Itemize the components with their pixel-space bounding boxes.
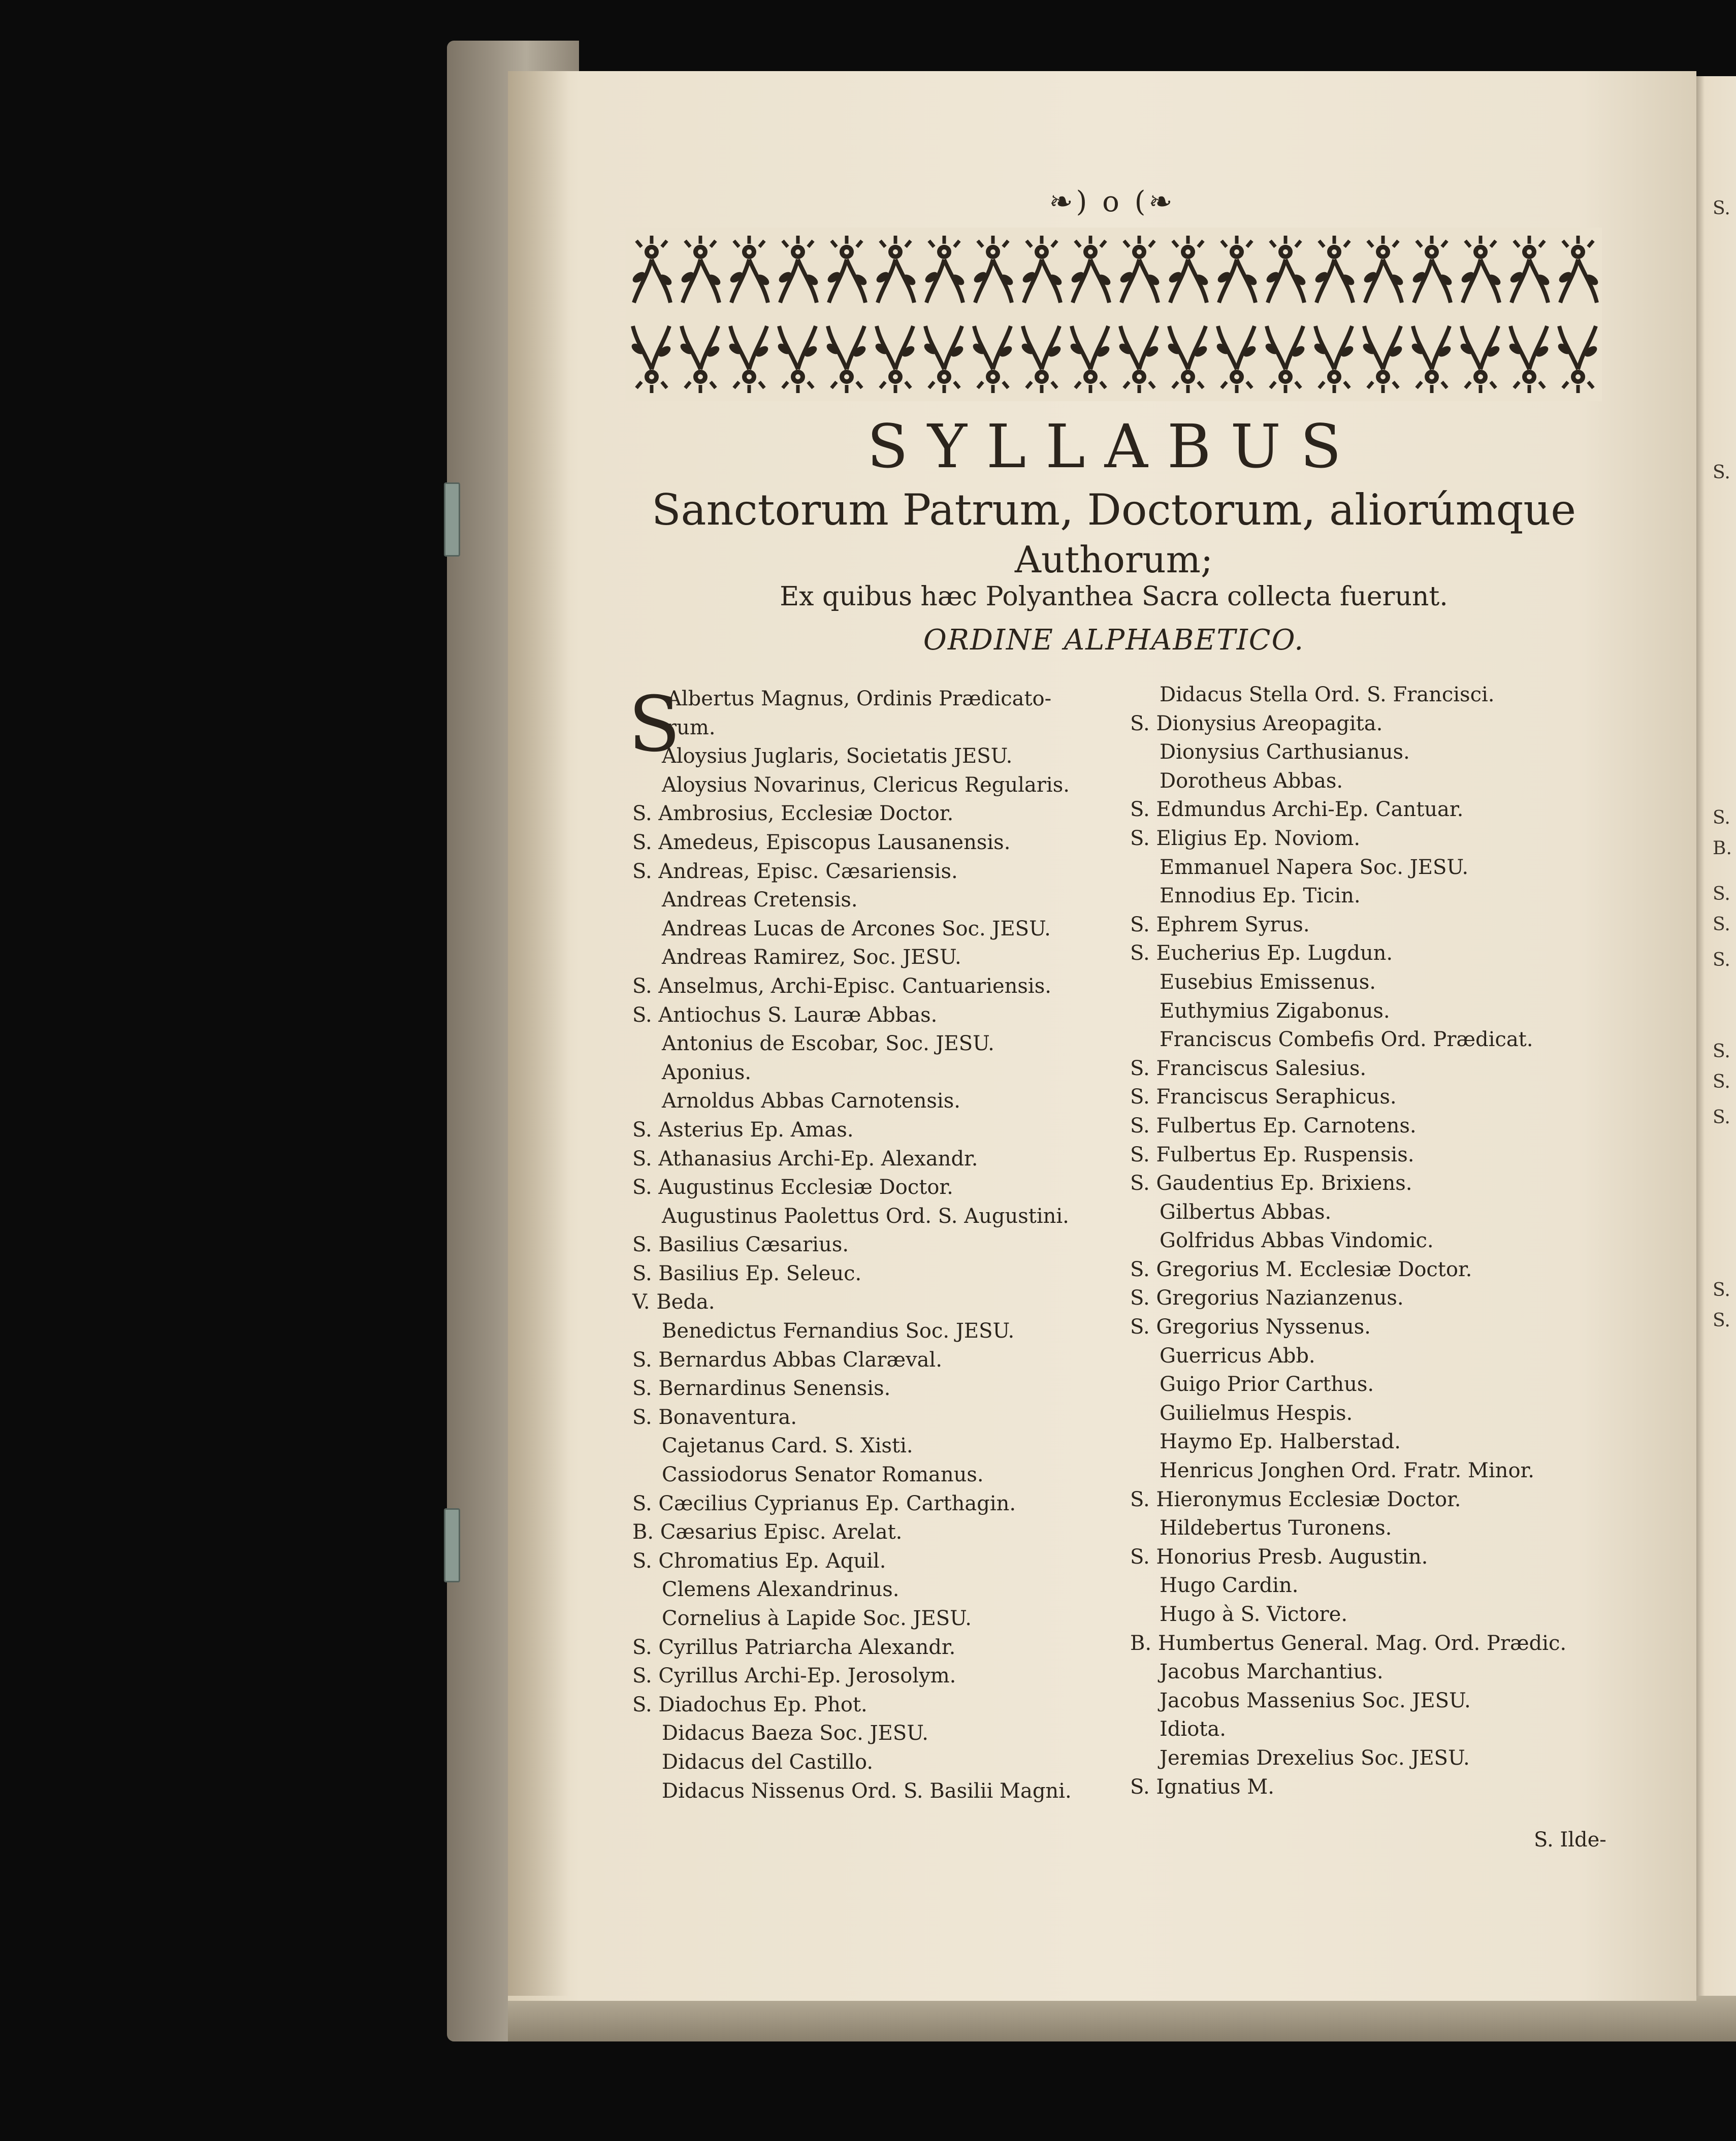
syllabus-entry: B. Humbertus General. Mag. Ord. Prædic. <box>1130 1631 1567 1655</box>
syllabus-entry: Cassiodorus Senator Romanus. <box>662 1463 984 1487</box>
syllabus-entry: Andreas Cretensis. <box>662 888 858 912</box>
adjacent-page <box>1691 76 1736 1996</box>
clasp-upper <box>444 482 460 557</box>
syllabus-entry: S. Diadochus Ep. Phot. <box>632 1693 867 1716</box>
syllabus-entry: Jacobus Massenius Soc. JESU. <box>1160 1689 1471 1712</box>
syllabus-entry: Hugo Cardin. <box>1160 1574 1299 1598</box>
syllabus-entry: S. Eucherius Ep. Lugdun. <box>1130 942 1393 965</box>
syllabus-entry: S. Amedeus, Episcopus Lausanensis. <box>632 830 1011 854</box>
syllabus-entry: S. Ignatius M. <box>1130 1775 1274 1799</box>
running-head: ❧) o (❧ <box>1049 185 1176 218</box>
syllabus-entry: Eusebius Emissenus. <box>1160 970 1376 994</box>
syllabus-entry: Aloysius Juglaris, Societatis JESU. <box>662 744 1013 768</box>
adjacent-page-letter: S. <box>1713 1280 1730 1301</box>
left-column <box>632 685 1120 1805</box>
floral-ornament-icon <box>626 228 1602 401</box>
syllabus-entry: Andreas Ramirez, Soc. JESU. <box>662 946 961 969</box>
syllabus-entry: Clemens Alexandrinus. <box>662 1578 899 1602</box>
subtitle-line-3: Ex quibus hæc Polyanthea Sacra collecta fuerunt. <box>780 581 1448 612</box>
syllabus-entry: S. Cyrillus Archi-Ep. Jerosolym. <box>632 1664 956 1688</box>
syllabus-entry: Dionysius Carthusianus. <box>1160 740 1410 764</box>
syllabus-entry: S. Bonaventura. <box>632 1405 797 1429</box>
adjacent-page-letter: S. <box>1713 884 1730 904</box>
syllabus-entry: S. Gregorius Nazianzenus. <box>1130 1286 1404 1310</box>
adjacent-page-letter: S. <box>1713 1107 1730 1128</box>
syllabus-entry: V. Beda. <box>632 1290 715 1314</box>
syllabus-entry: Euthymius Zigabonus. <box>1160 999 1390 1023</box>
syllabus-entry: S. Chromatius Ep. Aquil. <box>632 1549 886 1573</box>
syllabus-entry: S. Gregorius M. Ecclesiæ Doctor. <box>1130 1257 1472 1281</box>
syllabus-entry: S. Fulbertus Ep. Carnotens. <box>1130 1114 1417 1138</box>
syllabus-entry: S. Asterius Ep. Amas. <box>632 1118 854 1142</box>
syllabus-entry: S. Honorius Presb. Augustin. <box>1130 1545 1428 1569</box>
adjacent-page-letter: S. <box>1713 1310 1730 1331</box>
syllabus-entry: Didacus Baeza Soc. JESU. <box>662 1722 928 1745</box>
syllabus-entry: S. Hieronymus Ecclesiæ Doctor. <box>1130 1487 1461 1511</box>
syllabus-entry: Henricus Jonghen Ord. Fratr. Minor. <box>1160 1459 1534 1483</box>
syllabus-entry: S. Gaudentius Ep. Brixiens. <box>1130 1172 1412 1195</box>
syllabus-entry: rum. <box>667 716 716 739</box>
syllabus-entry: Emmanuel Napera Soc. JESU. <box>1160 855 1469 879</box>
adjacent-page-letter: S. <box>1713 462 1730 483</box>
syllabus-entry: S. Bernardus Abbas Claræval. <box>632 1348 943 1372</box>
syllabus-entry: Franciscus Combefis Ord. Prædicat. <box>1160 1028 1533 1052</box>
adjacent-page-letter: S. <box>1713 807 1730 828</box>
syllabus-entry: Andreas Lucas de Arcones Soc. JESU. <box>662 917 1051 940</box>
adjacent-page-letter: S. <box>1713 1041 1730 1062</box>
syllabus-entry: Guilielmus Hespis. <box>1160 1401 1353 1425</box>
syllabus-entry: S. Gregorius Nyssenus. <box>1130 1315 1371 1339</box>
syllabus-entry: Hugo à S. Victore. <box>1160 1603 1348 1626</box>
syllabus-entry: Didacus del Castillo. <box>662 1750 874 1774</box>
syllabus-entry: B. Cæsarius Episc. Arelat. <box>632 1520 903 1544</box>
order-heading: ORDINE ALPHABETICO. <box>923 624 1305 657</box>
syllabus-entry: S. Anselmus, Archi-Episc. Cantuariensis. <box>632 974 1051 998</box>
syllabus-entry: Ennodius Ep. Ticin. <box>1160 884 1361 908</box>
syllabus-entry: Guerricus Abb. <box>1160 1344 1315 1368</box>
syllabus-entry: S. Athanasius Archi-Ep. Alexandr. <box>632 1147 978 1171</box>
syllabus-entry: S. Fulbertus Ep. Ruspensis. <box>1130 1143 1414 1166</box>
syllabus-entry: S. Cæcilius Cyprianus Ep. Carthagin. <box>632 1491 1016 1515</box>
syllabus-entry: S. Basilius Ep. Seleuc. <box>632 1261 862 1285</box>
syllabus-entry: S. Antiochus S. Lauræ Abbas. <box>632 1003 938 1027</box>
syllabus-entry: Gilbertus Abbas. <box>1160 1200 1332 1224</box>
right-column <box>1130 680 1618 1801</box>
clasp-lower <box>444 1508 460 1582</box>
syllabus-entry: S. Ambrosius, Ecclesiæ Doctor. <box>632 802 954 826</box>
syllabus-entry: S. Franciscus Salesius. <box>1130 1056 1367 1080</box>
syllabus-entry: Albertus Magnus, Ordinis Prædicato- <box>667 687 1052 710</box>
syllabus-entry: S. Ephrem Syrus. <box>1130 913 1310 936</box>
syllabus-entry: Guigo Prior Carthus. <box>1160 1373 1374 1397</box>
adjacent-page-letter: S. <box>1713 1072 1730 1092</box>
syllabus-entry: Idiota. <box>1160 1717 1226 1741</box>
syllabus-entry: Didacus Stella Ord. S. Francisci. <box>1160 683 1495 706</box>
adjacent-page-letter: S. <box>1713 914 1730 935</box>
subtitle-line-1: Sanctorum Patrum, Doctorum, aliorúmque <box>651 485 1577 535</box>
syllabus-entry: Aponius. <box>662 1060 752 1084</box>
syllabus-entry: Cajetanus Card. S. Xisti. <box>662 1434 913 1458</box>
syllabus-entry: Golfridus Abbas Vindomic. <box>1160 1229 1434 1253</box>
catchword: S. Ilde- <box>1534 1828 1606 1852</box>
page-title: SYLLABUS <box>867 411 1361 481</box>
syllabus-entry: S. Dionysius Areopagita. <box>1130 711 1383 735</box>
syllabus-entry: Jeremias Drexelius Soc. JESU. <box>1160 1746 1470 1770</box>
syllabus-entry: Aloysius Novarinus, Clericus Regularis. <box>662 773 1070 797</box>
page-stain <box>508 71 569 1996</box>
syllabus-entry: Dorotheus Abbas. <box>1160 769 1343 793</box>
syllabus-entry: Cornelius à Lapide Soc. JESU. <box>662 1607 972 1630</box>
syllabus-entry: Arnoldus Abbas Carnotensis. <box>662 1089 960 1113</box>
floral-ornament-band <box>626 228 1602 401</box>
syllabus-entry: S. Franciscus Seraphicus. <box>1130 1085 1397 1109</box>
syllabus-entry: S. Basilius Cæsarius. <box>632 1233 849 1257</box>
syllabus-entry: S. Eligius Ep. Noviom. <box>1130 826 1361 850</box>
syllabus-entry: S. Augustinus Ecclesiæ Doctor. <box>632 1176 953 1199</box>
syllabus-entry: Augustinus Paolettus Ord. S. Augustini. <box>662 1204 1069 1228</box>
syllabus-entry: Haymo Ep. Halberstad. <box>1160 1430 1401 1454</box>
syllabus-entry: Jacobus Marchantius. <box>1160 1660 1384 1684</box>
adjacent-page-letter: B. <box>1713 838 1732 859</box>
syllabus-entry: Antonius de Escobar, Soc. JESU. <box>662 1032 994 1056</box>
syllabus-entry: S. Bernardinus Senensis. <box>632 1377 891 1401</box>
adjacent-page-letter: S. <box>1713 950 1730 970</box>
subtitle-line-2: Authorum; <box>1014 538 1213 581</box>
syllabus-entry: S. Cyrillus Patriarcha Alexandr. <box>632 1635 956 1659</box>
syllabus-entry: S. Andreas, Episc. Cæsariensis. <box>632 859 958 883</box>
drop-cap: S <box>628 680 681 769</box>
syllabus-entry: Benedictus Fernandius Soc. JESU. <box>662 1319 1015 1343</box>
syllabus-entry: S. Edmundus Archi-Ep. Cantuar. <box>1130 798 1464 822</box>
adjacent-page-letter: S. <box>1713 198 1730 219</box>
page-edge <box>508 1996 1736 2041</box>
syllabus-entry: Didacus Nissenus Ord. S. Basilii Magni. <box>662 1779 1072 1803</box>
syllabus-entry: Hildebertus Turonens. <box>1160 1516 1392 1540</box>
